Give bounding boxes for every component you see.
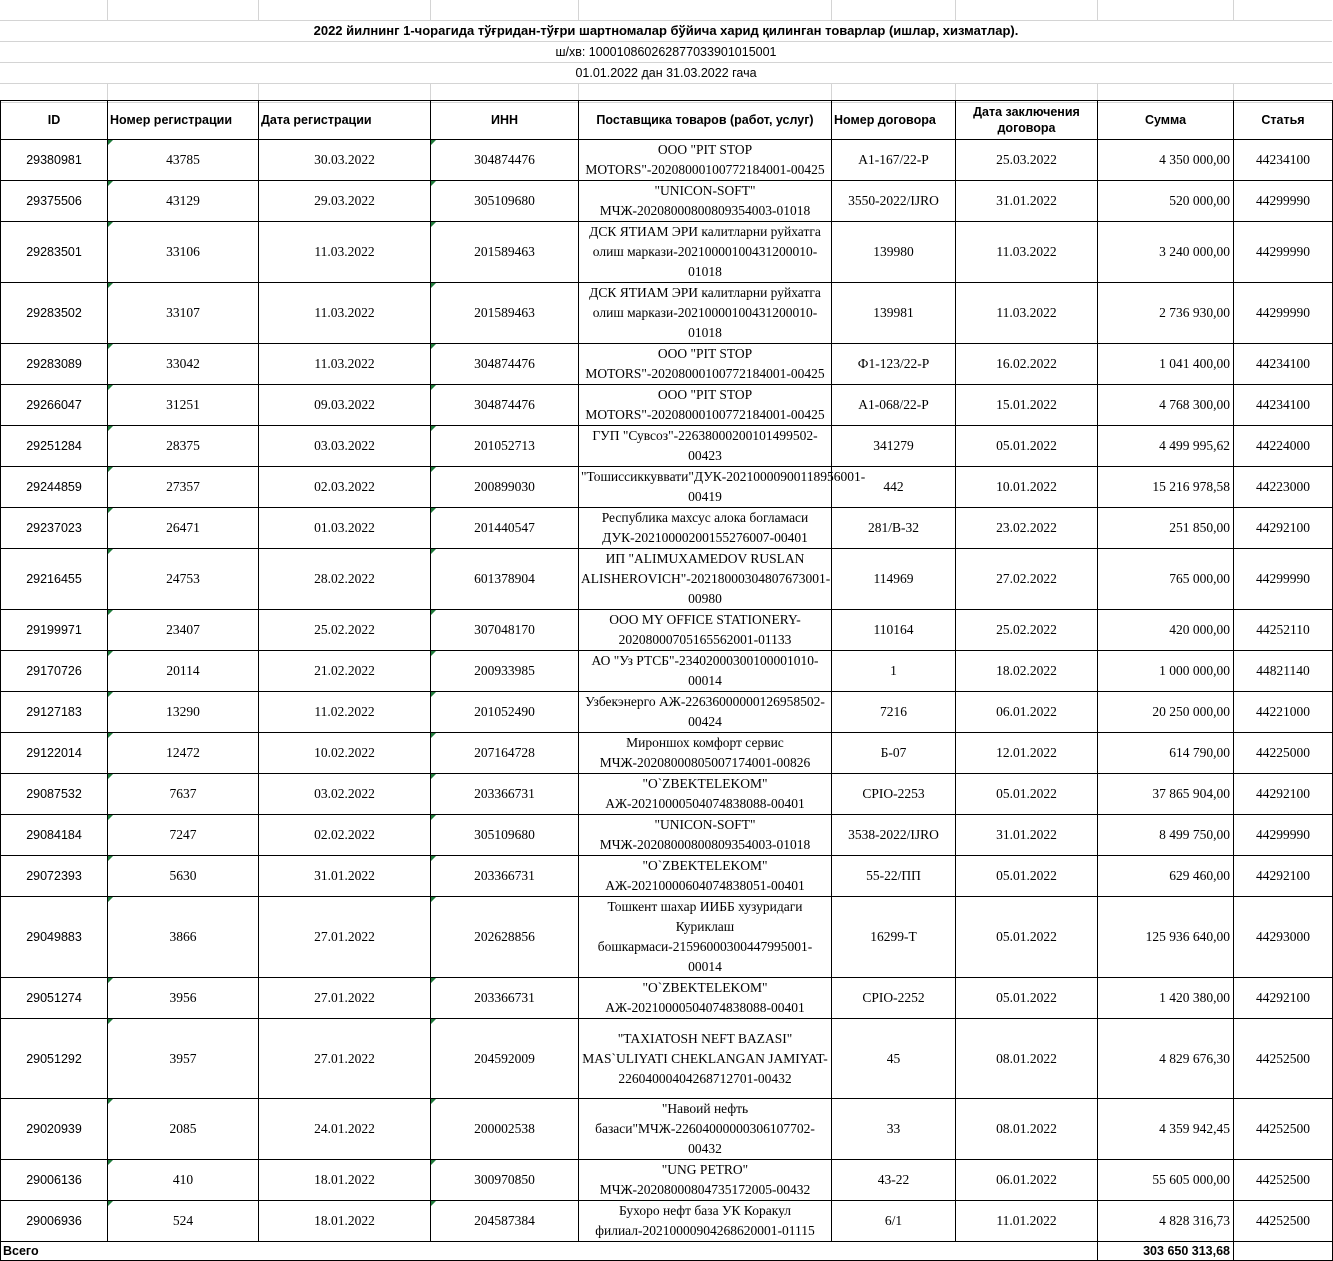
col-header-article[interactable]: Статья [1234, 101, 1333, 140]
cell-contract-date[interactable]: 05.01.2022 [956, 856, 1098, 897]
cell-article[interactable]: 44224000 [1234, 426, 1333, 467]
col-header-reg-number[interactable]: Номер регистрации [108, 101, 259, 140]
cell-contract-number[interactable]: 45 [832, 1019, 956, 1099]
cell-reg-date[interactable]: 28.02.2022 [259, 549, 431, 610]
cell-contract-number[interactable]: 281/В-32 [832, 508, 956, 549]
cell-id[interactable]: 29199971 [1, 610, 108, 651]
cell-contract-date[interactable]: 05.01.2022 [956, 978, 1098, 1019]
cell-sum[interactable]: 4 768 300,00 [1098, 385, 1234, 426]
cell-sum[interactable]: 420 000,00 [1098, 610, 1234, 651]
cell-contract-date[interactable]: 05.01.2022 [956, 774, 1098, 815]
table-row [1, 467, 1333, 508]
cell-supplier[interactable]: "O`ZBEKTELEKOM" АЖ-20210000504074838088-00401 [579, 978, 832, 1019]
cell-reg-number[interactable]: 24753 [108, 549, 259, 610]
cell-contract-date[interactable]: 05.01.2022 [956, 426, 1098, 467]
cell-contract-number[interactable]: 6/1 [832, 1201, 956, 1242]
cell-reg-number[interactable]: 33106 [108, 222, 259, 283]
cell-reg-date[interactable]: 18.01.2022 [259, 1160, 431, 1201]
cell-sum[interactable]: 1 420 380,00 [1098, 978, 1234, 1019]
cell-reg-date[interactable]: 09.03.2022 [259, 385, 431, 426]
cell-contract-number[interactable]: 139980 [832, 222, 956, 283]
table-row [1, 856, 1333, 897]
cell-reg-number[interactable]: 27357 [108, 467, 259, 508]
cell-contract-number[interactable]: А1-068/22-Р [832, 385, 956, 426]
cell-supplier[interactable]: ООО "PIT STOP MOTORS"-20208000100772184001-00425 [579, 385, 832, 426]
col-header-reg-date[interactable]: Дата регистрации [259, 101, 431, 140]
cell-contract-number[interactable]: Ф1-123/22-Р [832, 344, 956, 385]
cell-reg-number[interactable]: 28375 [108, 426, 259, 467]
cell-inn[interactable]: 601378904 [431, 549, 579, 610]
cell-contract-date[interactable]: 18.02.2022 [956, 651, 1098, 692]
cell-inn[interactable]: 304874476 [431, 140, 579, 181]
cell-supplier[interactable]: ООО "PIT STOP MOTORS"-20208000100772184001-00425 [579, 140, 832, 181]
cell-id[interactable]: 29266047 [1, 385, 108, 426]
table-row [1, 815, 1333, 856]
cell-reg-date[interactable]: 24.01.2022 [259, 1099, 431, 1160]
cell-supplier[interactable]: Республика махсус алока богламаси ДУК-20210000200155276007-00401 [579, 508, 832, 549]
col-header-contract-date[interactable]: Дата заключения договора [956, 101, 1098, 140]
cell-supplier[interactable]: "UNICON-SOFT" МЧЖ-20208000800809354003-01018 [579, 181, 832, 222]
cell-inn[interactable]: 307048170 [431, 610, 579, 651]
cell-sum[interactable]: 37 865 904,00 [1098, 774, 1234, 815]
cell-article[interactable]: 44252500 [1234, 1019, 1333, 1099]
cell-article[interactable]: 44252110 [1234, 610, 1333, 651]
cell-supplier[interactable]: "Тошиссиккуввати"ДУК-20210000900118956001-00419 [579, 467, 832, 508]
cell-id[interactable]: 29049883 [1, 897, 108, 978]
cell-inn[interactable]: 200899030 [431, 467, 579, 508]
table-row [1, 222, 1333, 283]
cell-contract-date[interactable]: 10.01.2022 [956, 467, 1098, 508]
cell-article[interactable]: 44225000 [1234, 733, 1333, 774]
table-row [1, 1201, 1333, 1242]
cell-id[interactable]: 29375506 [1, 181, 108, 222]
cell-article[interactable]: 44234100 [1234, 140, 1333, 181]
cell-contract-date[interactable]: 11.03.2022 [956, 222, 1098, 283]
cell-inn[interactable]: 304874476 [431, 385, 579, 426]
cell-id[interactable]: 29051292 [1, 1019, 108, 1099]
cell-contract-date[interactable]: 25.02.2022 [956, 610, 1098, 651]
cell-id[interactable]: 29251284 [1, 426, 108, 467]
cell-contract-number[interactable]: Б-07 [832, 733, 956, 774]
cell-inn[interactable]: 201589463 [431, 283, 579, 344]
cell-inn[interactable]: 305109680 [431, 181, 579, 222]
cell-reg-number[interactable]: 31251 [108, 385, 259, 426]
account-row [0, 42, 1332, 63]
cell-sum[interactable]: 125 936 640,00 [1098, 897, 1234, 978]
cell-sum[interactable]: 4 828 316,73 [1098, 1201, 1234, 1242]
cell-contract-date[interactable]: 31.01.2022 [956, 181, 1098, 222]
cell-supplier[interactable]: АО "Уз РТСБ"-23402000300100001010-00014 [579, 651, 832, 692]
cell-inn[interactable]: 203366731 [431, 978, 579, 1019]
cell-inn[interactable]: 201052490 [431, 692, 579, 733]
cell-id[interactable]: 29020939 [1, 1099, 108, 1160]
cell-reg-number[interactable]: 33107 [108, 283, 259, 344]
table-row [1, 897, 1333, 978]
cell-supplier[interactable]: ООО "PIT STOP MOTORS"-20208000100772184001-00425 [579, 344, 832, 385]
cell-reg-date[interactable]: 25.02.2022 [259, 610, 431, 651]
cell-supplier[interactable]: ИП "ALIMUXAMEDOV RUSLAN ALISHEROVICH"-20218000304807673001-00980 [579, 549, 832, 610]
cell-reg-number[interactable]: 33042 [108, 344, 259, 385]
cell-sum[interactable]: 4 350 000,00 [1098, 140, 1234, 181]
cell-id[interactable]: 29006136 [1, 1160, 108, 1201]
table-body [1, 140, 1333, 1242]
cell-article[interactable]: 44292100 [1234, 856, 1333, 897]
cell-sum[interactable]: 4 359 942,45 [1098, 1099, 1234, 1160]
total-value[interactable]: 303 650 313,68 [1098, 1242, 1234, 1261]
cell-reg-number[interactable]: 43129 [108, 181, 259, 222]
cell-reg-date[interactable]: 11.03.2022 [259, 222, 431, 283]
cell-supplier[interactable]: "O`ZBEKTELEKOM" АЖ-20210000504074838088-00401 [579, 774, 832, 815]
cell-id[interactable]: 29380981 [1, 140, 108, 181]
cell-reg-number[interactable]: 20114 [108, 651, 259, 692]
cell-contract-date[interactable]: 16.02.2022 [956, 344, 1098, 385]
cell-contract-number[interactable]: 33 [832, 1099, 956, 1160]
cell-sum[interactable]: 3 240 000,00 [1098, 222, 1234, 283]
cell-contract-number[interactable]: А1-167/22-Р [832, 140, 956, 181]
cell-id[interactable]: 29237023 [1, 508, 108, 549]
cell-article[interactable]: 44221000 [1234, 692, 1333, 733]
cell-supplier[interactable]: "TAXIATOSH NEFT BAZASI" MAS`ULIYATI CHEKLANGAN JAMIYAT-22604000404268712701-00432 [579, 1019, 832, 1099]
cell-sum[interactable]: 629 460,00 [1098, 856, 1234, 897]
cell-reg-number[interactable]: 12472 [108, 733, 259, 774]
cell-supplier[interactable]: ДСК ЯТИАМ ЭРИ калитларни руйхатга олиш маркази-20210000100431200010-01018 [579, 222, 832, 283]
cell-sum[interactable]: 8 499 750,00 [1098, 815, 1234, 856]
cell-contract-date[interactable]: 11.03.2022 [956, 283, 1098, 344]
cell-reg-date[interactable]: 11.03.2022 [259, 283, 431, 344]
cell-inn[interactable]: 203366731 [431, 856, 579, 897]
table-row [1, 692, 1333, 733]
cell-reg-number[interactable]: 2085 [108, 1099, 259, 1160]
cell-inn[interactable]: 203366731 [431, 774, 579, 815]
account-number: ш/хв: 100010860262877033901015001 [555, 45, 777, 59]
cell-inn[interactable]: 201052713 [431, 426, 579, 467]
cell-contract-number[interactable]: 139981 [832, 283, 956, 344]
cell-contract-date[interactable]: 05.01.2022 [956, 897, 1098, 978]
cell-reg-date[interactable]: 11.02.2022 [259, 692, 431, 733]
cell-contract-number[interactable]: СPIO-2252 [832, 978, 956, 1019]
table-row [1, 1019, 1333, 1099]
cell-reg-date[interactable]: 27.01.2022 [259, 1019, 431, 1099]
col-header-sum[interactable]: Сумма [1098, 101, 1234, 140]
header-row [1, 101, 1333, 140]
table-row [1, 774, 1333, 815]
cell-id[interactable]: 29122014 [1, 733, 108, 774]
cell-reg-number[interactable]: 7247 [108, 815, 259, 856]
cell-reg-number[interactable]: 5630 [108, 856, 259, 897]
cell-contract-number[interactable]: 442 [832, 467, 956, 508]
cell-id[interactable]: 29072393 [1, 856, 108, 897]
cell-supplier[interactable]: Тошкент шахар ИИББ хузуридаги Куриклаш бошкармаси-21596000300447995001-00014 [579, 897, 832, 978]
purchases-table [0, 100, 1333, 1261]
table-row [1, 426, 1333, 467]
cell-supplier[interactable]: ГУП "Сувсоз"-22638000200101499502-00423 [579, 426, 832, 467]
cell-reg-date[interactable]: 21.02.2022 [259, 651, 431, 692]
cell-reg-date[interactable]: 01.03.2022 [259, 508, 431, 549]
cell-inn[interactable]: 200002538 [431, 1099, 579, 1160]
cell-reg-number[interactable]: 524 [108, 1201, 259, 1242]
cell-id[interactable]: 29087532 [1, 774, 108, 815]
total-label[interactable]: Всего [1, 1242, 108, 1261]
cell-reg-number[interactable]: 410 [108, 1160, 259, 1201]
cell-article[interactable]: 44292100 [1234, 978, 1333, 1019]
table-row [1, 344, 1333, 385]
cell-inn[interactable]: 204587384 [431, 1201, 579, 1242]
cell-contract-number[interactable]: 114969 [832, 549, 956, 610]
cell-article[interactable]: 44821140 [1234, 651, 1333, 692]
cell-contract-date[interactable]: 11.01.2022 [956, 1201, 1098, 1242]
cell-article[interactable]: 44299990 [1234, 283, 1333, 344]
table-row [1, 1099, 1333, 1160]
cell-sum[interactable]: 55 605 000,00 [1098, 1160, 1234, 1201]
cell-inn[interactable]: 300970850 [431, 1160, 579, 1201]
table-row [1, 651, 1333, 692]
cell-inn[interactable]: 305109680 [431, 815, 579, 856]
cell-contract-date[interactable]: 12.01.2022 [956, 733, 1098, 774]
cell-article[interactable]: 44292100 [1234, 774, 1333, 815]
cell-reg-number[interactable]: 3957 [108, 1019, 259, 1099]
cell-reg-number[interactable]: 3866 [108, 897, 259, 978]
report-title: 2022 йилнинг 1-чорагида тўғридан-тўғри шартномалар бўйича харид қилинган товарлар (ишлар, хизматлар). [313, 23, 1019, 38]
cell-sum[interactable]: 765 000,00 [1098, 549, 1234, 610]
table-row [1, 978, 1333, 1019]
cell-reg-date[interactable]: 10.02.2022 [259, 733, 431, 774]
title-row-2 [0, 21, 1332, 42]
table-row [1, 181, 1333, 222]
table-row [1, 733, 1333, 774]
cell-id[interactable]: 29283501 [1, 222, 108, 283]
cell-sum[interactable]: 20 250 000,00 [1098, 692, 1234, 733]
cell-contract-number[interactable]: 55-22/ПП [832, 856, 956, 897]
cell-article[interactable]: 44299990 [1234, 549, 1333, 610]
cell-inn[interactable]: 201440547 [431, 508, 579, 549]
cell-id[interactable]: 29216455 [1, 549, 108, 610]
cell-reg-date[interactable]: 27.01.2022 [259, 978, 431, 1019]
cell-id[interactable]: 29006936 [1, 1201, 108, 1242]
cell-id[interactable]: 29283089 [1, 344, 108, 385]
cell-article[interactable]: 44299990 [1234, 181, 1333, 222]
cell-contract-number[interactable]: 3538-2022/IJRO [832, 815, 956, 856]
cell-reg-date[interactable]: 31.01.2022 [259, 856, 431, 897]
cell-reg-date[interactable]: 03.02.2022 [259, 774, 431, 815]
cell-id[interactable]: 29084184 [1, 815, 108, 856]
cell-reg-number[interactable]: 43785 [108, 140, 259, 181]
cell-id[interactable]: 29244859 [1, 467, 108, 508]
cell-inn[interactable]: 200933985 [431, 651, 579, 692]
cell-reg-number[interactable]: 26471 [108, 508, 259, 549]
cell-supplier[interactable]: Мироншох комфорт сервис МЧЖ-20208000805007174001-00826 [579, 733, 832, 774]
col-header-id[interactable]: ID [1, 101, 108, 140]
cell-article[interactable]: 44234100 [1234, 344, 1333, 385]
cell-contract-number[interactable]: 7216 [832, 692, 956, 733]
cell-sum[interactable]: 520 000,00 [1098, 181, 1234, 222]
col-header-contract-number[interactable]: Номер договора [832, 101, 956, 140]
cell-contract-date[interactable]: 08.01.2022 [956, 1099, 1098, 1160]
cell-article[interactable]: 44293000 [1234, 897, 1333, 978]
cell-reg-date[interactable]: 02.03.2022 [259, 467, 431, 508]
cell-contract-number[interactable]: 3550-2022/IJRO [832, 181, 956, 222]
cell-reg-date[interactable]: 29.03.2022 [259, 181, 431, 222]
cell-article[interactable]: 44234100 [1234, 385, 1333, 426]
cell-reg-date[interactable]: 30.03.2022 [259, 140, 431, 181]
cell-sum[interactable]: 4 829 676,30 [1098, 1019, 1234, 1099]
spreadsheet [0, 0, 1332, 103]
cell-id[interactable]: 29170726 [1, 651, 108, 692]
cell-reg-number[interactable]: 23407 [108, 610, 259, 651]
cell-article[interactable]: 44299990 [1234, 222, 1333, 283]
period-row [0, 63, 1332, 84]
cell-id[interactable]: 29051274 [1, 978, 108, 1019]
cell-reg-number[interactable]: 3956 [108, 978, 259, 1019]
cell-supplier[interactable]: Узбекэнерго АЖ-22636000000126958502-00424 [579, 692, 832, 733]
cell-supplier[interactable]: "O`ZBEKTELEKOM" АЖ-20210000604074838051-00401 [579, 856, 832, 897]
cell-contract-date[interactable]: 31.01.2022 [956, 815, 1098, 856]
cell-inn[interactable]: 204592009 [431, 1019, 579, 1099]
cell-article[interactable]: 44292100 [1234, 508, 1333, 549]
col-header-supplier[interactable]: Поставщика товаров (работ, услуг) [579, 101, 832, 140]
cell-reg-date[interactable]: 27.01.2022 [259, 897, 431, 978]
cell-reg-number[interactable]: 7637 [108, 774, 259, 815]
cell-id[interactable]: 29127183 [1, 692, 108, 733]
cell-article[interactable]: 44252500 [1234, 1099, 1333, 1160]
cell-contract-date[interactable]: 06.01.2022 [956, 692, 1098, 733]
cell-inn[interactable]: 201589463 [431, 222, 579, 283]
cell-contract-date[interactable]: 06.01.2022 [956, 1160, 1098, 1201]
cell-article[interactable]: 44252500 [1234, 1160, 1333, 1201]
cell-sum[interactable]: 15 216 978,58 [1098, 467, 1234, 508]
cell-contract-date[interactable]: 08.01.2022 [956, 1019, 1098, 1099]
table-row [1, 385, 1333, 426]
col-header-inn[interactable]: ИНН [431, 101, 579, 140]
cell-inn[interactable]: 202628856 [431, 897, 579, 978]
cell-contract-date[interactable]: 23.02.2022 [956, 508, 1098, 549]
cell-id[interactable]: 29283502 [1, 283, 108, 344]
cell-article[interactable]: 44299990 [1234, 815, 1333, 856]
table-row [1, 283, 1333, 344]
cell-contract-number[interactable]: 43-22 [832, 1160, 956, 1201]
cell-sum[interactable]: 614 790,00 [1098, 733, 1234, 774]
report-period: 01.01.2022 дан 31.03.2022 гача [575, 66, 757, 80]
cell-reg-date[interactable]: 02.02.2022 [259, 815, 431, 856]
cell-contract-date[interactable]: 25.03.2022 [956, 140, 1098, 181]
cell-contract-number[interactable]: 110164 [832, 610, 956, 651]
cell-sum[interactable]: 1 000 000,00 [1098, 651, 1234, 692]
cell-supplier[interactable]: "UNICON-SOFT" МЧЖ-20208000800809354003-01018 [579, 815, 832, 856]
cell-contract-date[interactable]: 15.01.2022 [956, 385, 1098, 426]
cell-contract-number[interactable]: 341279 [832, 426, 956, 467]
cell-contract-number[interactable]: 1 [832, 651, 956, 692]
cell-supplier[interactable]: "UNG PETRO" МЧЖ-20208000804735172005-00432 [579, 1160, 832, 1201]
cell-sum[interactable]: 1 041 400,00 [1098, 344, 1234, 385]
cell-sum[interactable]: 2 736 930,00 [1098, 283, 1234, 344]
cell-contract-number[interactable]: СPIO-2253 [832, 774, 956, 815]
cell-reg-date[interactable]: 03.03.2022 [259, 426, 431, 467]
cell-inn[interactable]: 304874476 [431, 344, 579, 385]
title-row [0, 0, 1332, 21]
cell-inn[interactable]: 207164728 [431, 733, 579, 774]
cell-article[interactable]: 44252500 [1234, 1201, 1333, 1242]
cell-contract-date[interactable]: 27.02.2022 [956, 549, 1098, 610]
table-row [1, 549, 1333, 610]
cell-reg-date[interactable]: 18.01.2022 [259, 1201, 431, 1242]
total-row [1, 1242, 1333, 1261]
cell-supplier[interactable]: "Навоий нефть базаси"МЧЖ-22604000000306107702-00432 [579, 1099, 832, 1160]
cell-article[interactable]: 44223000 [1234, 467, 1333, 508]
cell-supplier[interactable]: ДСК ЯТИАМ ЭРИ калитларни руйхатга олиш маркази-20210000100431200010-01018 [579, 283, 832, 344]
cell-supplier[interactable]: ООО MY OFFICE STATIONERY-20208000705165562001-01133 [579, 610, 832, 651]
table-row [1, 508, 1333, 549]
cell-sum[interactable]: 4 499 995,62 [1098, 426, 1234, 467]
table-row [1, 1160, 1333, 1201]
cell-contract-number[interactable]: 16299-Т [832, 897, 956, 978]
cell-sum[interactable]: 251 850,00 [1098, 508, 1234, 549]
cell-reg-date[interactable]: 11.03.2022 [259, 344, 431, 385]
table-row [1, 610, 1333, 651]
cell-supplier[interactable]: Бухоро нефт база УК Коракул филиал-20210000904268620001-01115 [579, 1201, 832, 1242]
table-row [1, 140, 1333, 181]
cell-reg-number[interactable]: 13290 [108, 692, 259, 733]
